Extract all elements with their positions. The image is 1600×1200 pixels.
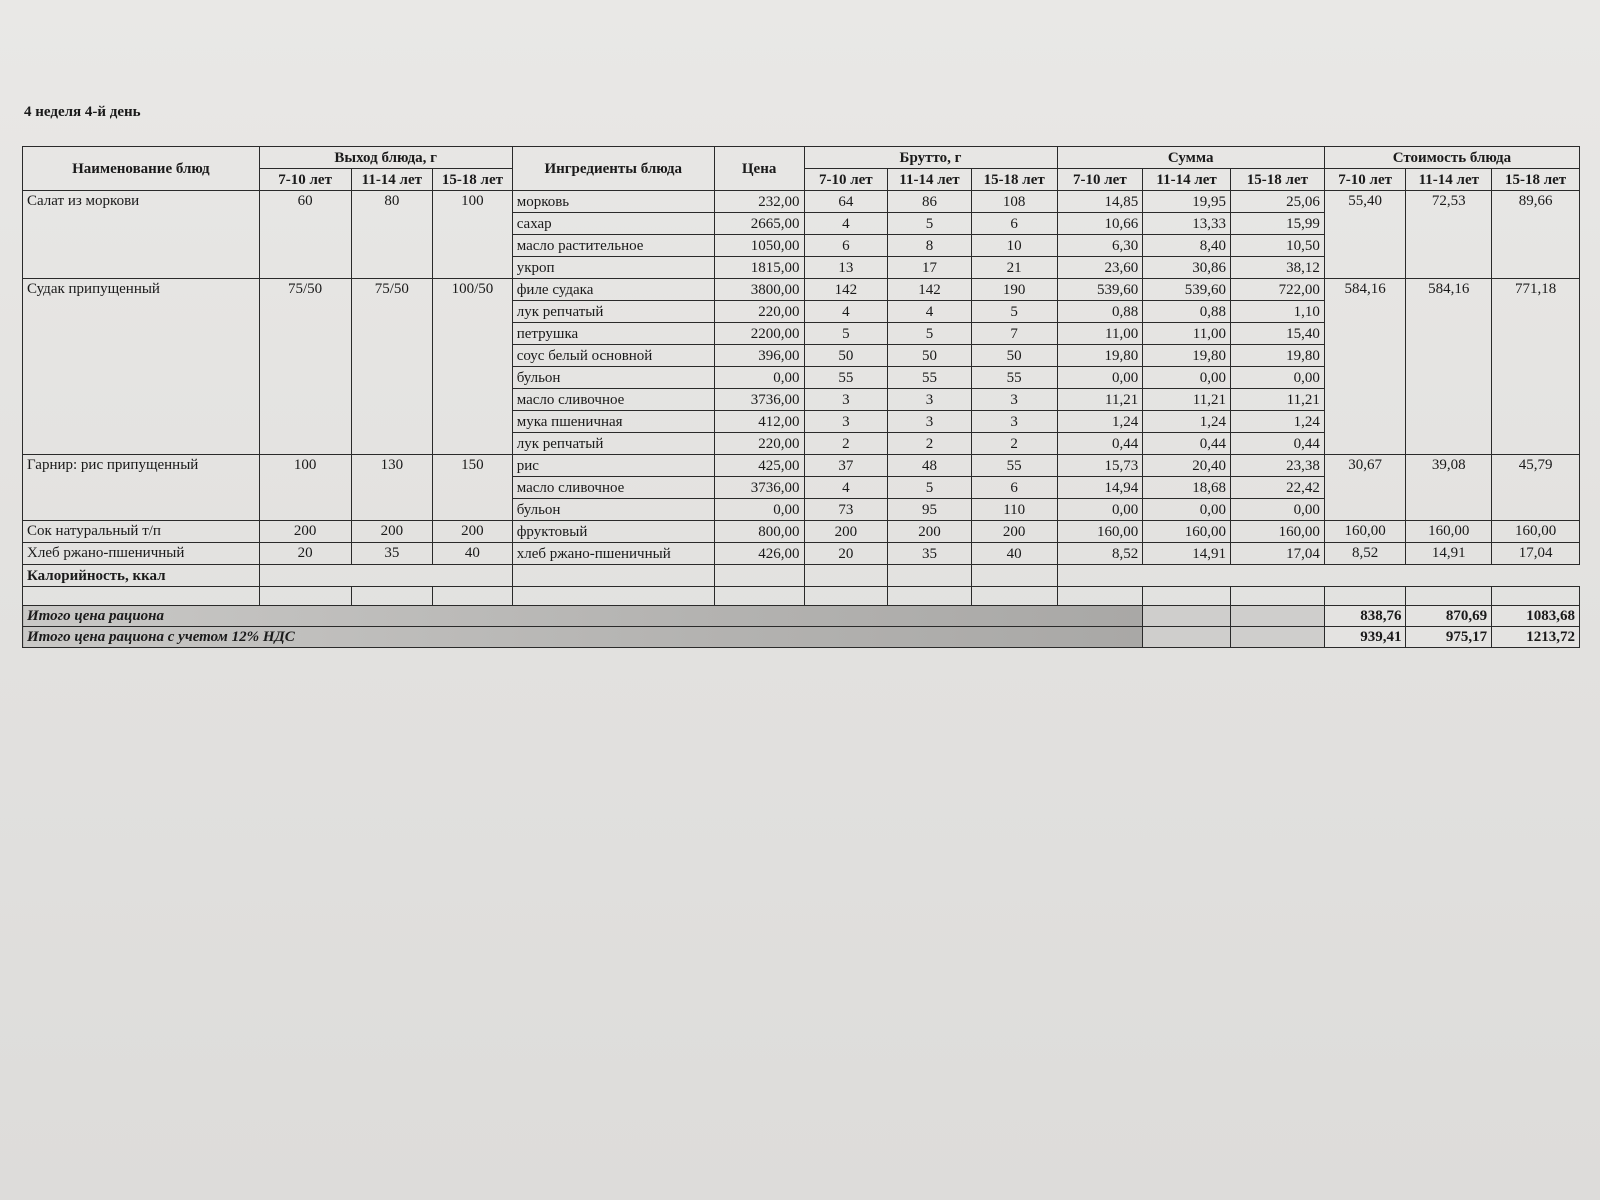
ingredient-brutto: 86 (888, 191, 972, 213)
ingredient-sum: 539,60 (1143, 279, 1231, 301)
table-row (23, 191, 1580, 213)
header-dish: Наименование блюд (23, 147, 260, 191)
header-age: 7-10 лет (1324, 169, 1406, 191)
dish-yield: 20 (259, 543, 351, 565)
ingredient-sum: 0,00 (1143, 499, 1231, 521)
header-age: 7-10 лет (1057, 169, 1143, 191)
dish-yield: 150 (433, 455, 513, 521)
calories-cell (714, 565, 804, 587)
ingredient-sum: 8,52 (1057, 543, 1143, 565)
ingredient-name: масло сливочное (512, 389, 714, 411)
ingredient-brutto: 40 (971, 543, 1057, 565)
ingredient-sum: 38,12 (1230, 257, 1324, 279)
ingredient-brutto: 2 (971, 433, 1057, 455)
page-title: 4 неделя 4-й день (24, 104, 141, 120)
ingredient-brutto: 4 (804, 301, 888, 323)
calories-cell (512, 565, 714, 587)
dish-cost: 30,67 (1324, 455, 1406, 521)
ingredient-sum: 13,33 (1143, 213, 1231, 235)
ingredient-name: масло растительное (512, 235, 714, 257)
dish-cost: 160,00 (1406, 521, 1492, 543)
ingredient-sum: 539,60 (1057, 279, 1143, 301)
dish-yield: 60 (259, 191, 351, 279)
ingredient-brutto: 200 (888, 521, 972, 543)
menu-table (22, 146, 1580, 648)
dish-cost: 89,66 (1492, 191, 1580, 279)
ingredient-sum: 14,94 (1057, 477, 1143, 499)
dish-cost: 45,79 (1492, 455, 1580, 521)
ingredient-sum: 0,00 (1057, 367, 1143, 389)
ingredient-brutto: 8 (888, 235, 972, 257)
total-value: 838,76 (1324, 606, 1406, 627)
ingredient-brutto: 110 (971, 499, 1057, 521)
header-age: 11-14 лет (1406, 169, 1492, 191)
total-shade-cell (1230, 606, 1324, 627)
ingredient-price: 2665,00 (714, 213, 804, 235)
ingredient-sum: 1,24 (1230, 411, 1324, 433)
dish-yield: 100/50 (433, 279, 513, 455)
ingredient-name: морковь (512, 191, 714, 213)
ingredient-sum: 0,00 (1230, 499, 1324, 521)
ingredient-brutto: 5 (888, 213, 972, 235)
header-age: 15-18 лет (433, 169, 513, 191)
ingredient-sum: 18,68 (1143, 477, 1231, 499)
calories-label: Калорийность, ккал (23, 565, 260, 587)
ingredient-price: 3736,00 (714, 389, 804, 411)
ingredient-sum: 8,40 (1143, 235, 1231, 257)
ingredient-brutto: 55 (971, 455, 1057, 477)
ingredient-sum: 19,80 (1143, 345, 1231, 367)
dish-yield: 100 (259, 455, 351, 521)
ingredient-sum: 30,86 (1143, 257, 1231, 279)
ingredient-name: фруктовый (512, 521, 714, 543)
ingredient-brutto: 142 (888, 279, 972, 301)
ingredient-sum: 14,91 (1143, 543, 1231, 565)
header-age: 15-18 лет (1230, 169, 1324, 191)
ingredient-brutto: 5 (804, 323, 888, 345)
ingredient-brutto: 5 (971, 301, 1057, 323)
header-ingredients: Ингредиенты блюда (512, 147, 714, 191)
ingredient-brutto: 6 (971, 477, 1057, 499)
ingredient-name: сахар (512, 213, 714, 235)
header-age: 11-14 лет (351, 169, 433, 191)
total-value: 870,69 (1406, 606, 1492, 627)
ingredient-brutto: 190 (971, 279, 1057, 301)
blank-cell (888, 587, 972, 606)
total-shade-cell (1143, 606, 1231, 627)
ingredient-brutto: 4 (804, 477, 888, 499)
blank-cell (714, 587, 804, 606)
ingredient-sum: 19,95 (1143, 191, 1231, 213)
total-label: Итого цена рациона (23, 606, 1143, 627)
ingredient-sum: 23,38 (1230, 455, 1324, 477)
ingredient-brutto: 37 (804, 455, 888, 477)
dish-name: Судак припущенный (23, 279, 260, 455)
ingredient-price: 426,00 (714, 543, 804, 565)
calories-cell (804, 565, 888, 587)
ingredient-brutto: 21 (971, 257, 1057, 279)
dish-cost: 8,52 (1324, 543, 1406, 565)
ingredient-sum: 0,88 (1143, 301, 1231, 323)
ingredient-sum: 17,04 (1230, 543, 1324, 565)
ingredient-price: 800,00 (714, 521, 804, 543)
ingredient-brutto: 64 (804, 191, 888, 213)
blank-cell (1324, 587, 1406, 606)
ingredient-brutto: 7 (971, 323, 1057, 345)
header-brutto: Брутто, г (804, 147, 1057, 169)
ingredient-sum: 10,50 (1230, 235, 1324, 257)
ingredient-sum: 11,00 (1143, 323, 1231, 345)
ingredient-price: 3736,00 (714, 477, 804, 499)
ingredient-price: 220,00 (714, 433, 804, 455)
ingredient-price: 425,00 (714, 455, 804, 477)
ingredient-sum: 25,06 (1230, 191, 1324, 213)
ingredient-price: 3800,00 (714, 279, 804, 301)
ingredient-sum: 11,00 (1057, 323, 1143, 345)
ingredient-sum: 15,99 (1230, 213, 1324, 235)
dish-yield: 100 (433, 191, 513, 279)
ingredient-brutto: 3 (804, 411, 888, 433)
header-age: 7-10 лет (804, 169, 888, 191)
total-value: 1083,68 (1492, 606, 1580, 627)
dish-yield: 80 (351, 191, 433, 279)
ingredient-name: рис (512, 455, 714, 477)
ingredient-price: 232,00 (714, 191, 804, 213)
ingredient-name: лук репчатый (512, 433, 714, 455)
ingredient-name: филе судака (512, 279, 714, 301)
blank-cell (259, 587, 351, 606)
dish-cost: 72,53 (1406, 191, 1492, 279)
ingredient-name: бульон (512, 367, 714, 389)
ingredient-brutto: 200 (971, 521, 1057, 543)
ingredient-brutto: 200 (804, 521, 888, 543)
dish-yield: 75/50 (351, 279, 433, 455)
ingredient-brutto: 48 (888, 455, 972, 477)
calories-cell (888, 565, 972, 587)
ingredient-sum: 0,44 (1143, 433, 1231, 455)
table-row (23, 455, 1580, 477)
ingredient-sum: 0,00 (1143, 367, 1231, 389)
dish-yield: 75/50 (259, 279, 351, 455)
dish-name: Сок натуральный т/п (23, 521, 260, 543)
blank-cell (1057, 587, 1143, 606)
dish-yield: 130 (351, 455, 433, 521)
table-row (23, 543, 1580, 565)
blank-cell (1143, 587, 1231, 606)
ingredient-sum: 0,44 (1057, 433, 1143, 455)
header-age: 15-18 лет (971, 169, 1057, 191)
dish-yield: 40 (433, 543, 513, 565)
ingredient-sum: 20,40 (1143, 455, 1231, 477)
ingredient-sum: 0,00 (1230, 367, 1324, 389)
ingredient-name: соус белый основной (512, 345, 714, 367)
ingredient-sum: 160,00 (1143, 521, 1231, 543)
calories-cell (1057, 565, 1579, 587)
ingredient-price: 2200,00 (714, 323, 804, 345)
dish-yield: 35 (351, 543, 433, 565)
ingredient-price: 1050,00 (714, 235, 804, 257)
ingredient-brutto: 6 (971, 213, 1057, 235)
ingredient-sum: 23,60 (1057, 257, 1143, 279)
ingredient-sum: 19,80 (1230, 345, 1324, 367)
ingredient-brutto: 35 (888, 543, 972, 565)
ingredient-sum: 14,85 (1057, 191, 1143, 213)
blank-cell (1230, 587, 1324, 606)
ingredient-brutto: 3 (971, 411, 1057, 433)
total-vat-value: 1213,72 (1492, 627, 1580, 648)
ingredient-price: 412,00 (714, 411, 804, 433)
ingredient-sum: 11,21 (1143, 389, 1231, 411)
header-sum: Сумма (1057, 147, 1324, 169)
ingredient-sum: 11,21 (1057, 389, 1143, 411)
ingredient-brutto: 5 (888, 477, 972, 499)
ingredient-brutto: 50 (888, 345, 972, 367)
ingredient-brutto: 50 (971, 345, 1057, 367)
dish-cost: 160,00 (1324, 521, 1406, 543)
dish-yield: 200 (259, 521, 351, 543)
ingredient-brutto: 55 (804, 367, 888, 389)
ingredient-sum: 11,21 (1230, 389, 1324, 411)
ingredient-brutto: 55 (971, 367, 1057, 389)
ingredient-brutto: 5 (888, 323, 972, 345)
ingredient-sum: 722,00 (1230, 279, 1324, 301)
total-shade-cell (1143, 627, 1231, 648)
ingredient-sum: 1,24 (1057, 411, 1143, 433)
ingredient-sum: 10,66 (1057, 213, 1143, 235)
blank-cell (1492, 587, 1580, 606)
ingredient-name: масло сливочное (512, 477, 714, 499)
ingredient-brutto: 3 (888, 389, 972, 411)
ingredient-name: хлеб ржано-пшеничный (512, 543, 714, 565)
ingredient-name: петрушка (512, 323, 714, 345)
dish-yield: 200 (433, 521, 513, 543)
header-age: 11-14 лет (888, 169, 972, 191)
ingredient-sum: 6,30 (1057, 235, 1143, 257)
menu-body (23, 191, 1580, 565)
total-vat-value: 975,17 (1406, 627, 1492, 648)
blank-cell (512, 587, 714, 606)
ingredient-sum: 15,40 (1230, 323, 1324, 345)
ingredient-brutto: 50 (804, 345, 888, 367)
ingredient-sum: 0,88 (1057, 301, 1143, 323)
ingredient-brutto: 3 (804, 389, 888, 411)
dish-name: Салат из моркови (23, 191, 260, 279)
dish-cost: 55,40 (1324, 191, 1406, 279)
ingredient-brutto: 55 (888, 367, 972, 389)
header-yield: Выход блюда, г (259, 147, 512, 169)
dish-cost: 584,16 (1406, 279, 1492, 455)
dish-cost: 584,16 (1324, 279, 1406, 455)
ingredient-sum: 19,80 (1057, 345, 1143, 367)
blank-cell (23, 587, 260, 606)
header-age: 7-10 лет (259, 169, 351, 191)
ingredient-brutto: 142 (804, 279, 888, 301)
ingredient-price: 1815,00 (714, 257, 804, 279)
dish-cost: 39,08 (1406, 455, 1492, 521)
ingredient-brutto: 108 (971, 191, 1057, 213)
ingredient-sum: 1,10 (1230, 301, 1324, 323)
header-cost: Стоимость блюда (1324, 147, 1579, 169)
total-vat-value: 939,41 (1324, 627, 1406, 648)
header-age: 15-18 лет (1492, 169, 1580, 191)
table-row (23, 279, 1580, 301)
dish-yield: 200 (351, 521, 433, 543)
ingredient-sum: 160,00 (1057, 521, 1143, 543)
blank-cell (433, 587, 513, 606)
blank-cell (351, 587, 433, 606)
ingredient-name: бульон (512, 499, 714, 521)
ingredient-brutto: 73 (804, 499, 888, 521)
ingredient-price: 220,00 (714, 301, 804, 323)
ingredient-brutto: 2 (804, 433, 888, 455)
ingredient-brutto: 20 (804, 543, 888, 565)
table-row (23, 521, 1580, 543)
ingredient-brutto: 95 (888, 499, 972, 521)
dish-name: Хлеб ржано-пшеничный (23, 543, 260, 565)
ingredient-price: 0,00 (714, 367, 804, 389)
ingredient-brutto: 6 (804, 235, 888, 257)
ingredient-sum: 22,42 (1230, 477, 1324, 499)
ingredient-brutto: 4 (888, 301, 972, 323)
header-age: 11-14 лет (1143, 169, 1231, 191)
calories-cell (259, 565, 512, 587)
ingredient-brutto: 13 (804, 257, 888, 279)
dish-name: Гарнир: рис припущенный (23, 455, 260, 521)
total-shade-cell (1230, 627, 1324, 648)
total-vat-label: Итого цена рациона с учетом 12% НДС (23, 627, 1143, 648)
ingredient-brutto: 4 (804, 213, 888, 235)
ingredient-brutto: 2 (888, 433, 972, 455)
ingredient-name: мука пшеничная (512, 411, 714, 433)
header-price: Цена (714, 147, 804, 191)
ingredient-sum: 15,73 (1057, 455, 1143, 477)
footer-body (23, 565, 1580, 648)
dish-cost: 160,00 (1492, 521, 1580, 543)
ingredient-sum: 0,00 (1057, 499, 1143, 521)
dish-cost: 14,91 (1406, 543, 1492, 565)
ingredient-price: 396,00 (714, 345, 804, 367)
ingredient-brutto: 10 (971, 235, 1057, 257)
blank-cell (1406, 587, 1492, 606)
ingredient-brutto: 17 (888, 257, 972, 279)
calories-cell (971, 565, 1057, 587)
dish-cost: 17,04 (1492, 543, 1580, 565)
ingredient-sum: 160,00 (1230, 521, 1324, 543)
ingredient-sum: 0,44 (1230, 433, 1324, 455)
ingredient-name: лук репчатый (512, 301, 714, 323)
dish-cost: 771,18 (1492, 279, 1580, 455)
ingredient-name: укроп (512, 257, 714, 279)
ingredient-sum: 1,24 (1143, 411, 1231, 433)
ingredient-brutto: 3 (888, 411, 972, 433)
ingredient-price: 0,00 (714, 499, 804, 521)
ingredient-brutto: 3 (971, 389, 1057, 411)
blank-cell (971, 587, 1057, 606)
blank-cell (804, 587, 888, 606)
